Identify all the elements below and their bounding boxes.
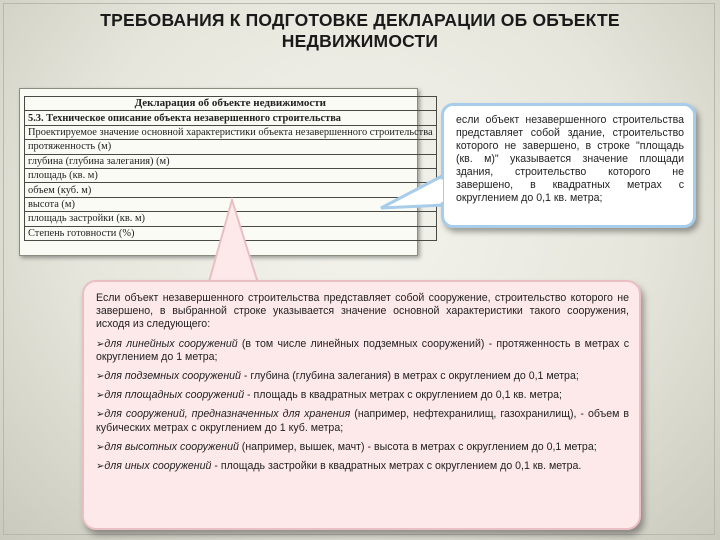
arrow-right-icon: ➢: [96, 390, 105, 402]
form-row: высота (м): [25, 197, 437, 211]
form-row: Степень готовности (%): [25, 226, 437, 240]
form-row: площадь застройки (кв. м): [25, 212, 437, 226]
note-intro: Если объект незавершенного строительства представляет собой сооружение, строительство которого не завершено, в выбранной строке указывается значение основной характеристики такого сооружения, исходя из следующего:: [96, 292, 629, 331]
item-lead: для площадных сооружений: [104, 389, 245, 402]
item-lead: для высотных сооружений: [104, 440, 239, 453]
arrow-right-icon: ➢: [96, 338, 105, 350]
list-item: [96, 370, 629, 383]
arrow-right-icon: ➢: [96, 371, 105, 383]
list-item: [96, 338, 629, 364]
item-text: - площадь в квадратных метрах с округлением до 0,1 кв. метра;: [244, 389, 562, 402]
item-text: - глубина (глубина залегания) в метрах с округлением до 0,1 метра;: [240, 370, 579, 383]
form-row: протяженность (м): [25, 140, 437, 154]
arrow-right-icon: ➢: [96, 441, 105, 453]
item-text: (например, вышек, мачт) - высота в метрах с округлением до 0,1 метра;: [238, 440, 597, 453]
item-lead: для линейных сооружений: [104, 337, 238, 350]
list-item: [96, 460, 629, 473]
form-heading: Декларация об объекте недвижимости: [25, 97, 437, 111]
item-text: - площадь застройки в квадратных метрах с округлением до 0,1 кв. метра.: [211, 460, 582, 473]
list-item: [96, 389, 629, 402]
list-item: [96, 408, 629, 434]
item-text: (в том числе линейных подземных сооружений) - протяженность в метрах с округлением до 1 метра;: [96, 337, 629, 363]
form-row: глубина (глубина залегания) (м): [25, 154, 437, 168]
item-lead: для иных сооружений: [104, 460, 212, 473]
form-row: объем (куб. м): [25, 183, 437, 197]
arrow-right-icon: ➢: [96, 461, 105, 473]
structure-requirements-note: [82, 280, 641, 530]
item-lead: для сооружений, предназначенных для хранения: [104, 408, 351, 421]
callout-pointer-fill: [392, 179, 443, 205]
form-row: площадь (кв. м): [25, 168, 437, 182]
arrow-right-icon: ➢: [96, 409, 105, 421]
callout-text: если объект незавершенного строительства представляет собой здание, строительство которого не завершено, в строке "площадь (кв. м)" указывается значение площади здания, строительство которого не завершено, в квадратных метрах с округлением до 0,1 кв. метра;: [456, 114, 684, 204]
item-lead: для подземных сооружений: [104, 370, 241, 383]
list-item: [96, 441, 629, 454]
item-text: (например, нефтехранилищ, газохранилищ), - объем в кубических метрах с округлением до 1 куб. метра;: [96, 408, 630, 434]
form-section-title: 5.3. Техническое описание объекта незавершенного строительства: [25, 111, 437, 125]
form-row: Проектируемое значение основной характеристики объекта незавершенного строительства: [25, 125, 437, 139]
slide-title: ТРЕБОВАНИЯ К ПОДГОТОВКЕ ДЕКЛАРАЦИИ ОБ ОБЪЕКТЕ НЕДВИЖИМОСТИ: [100, 10, 620, 51]
